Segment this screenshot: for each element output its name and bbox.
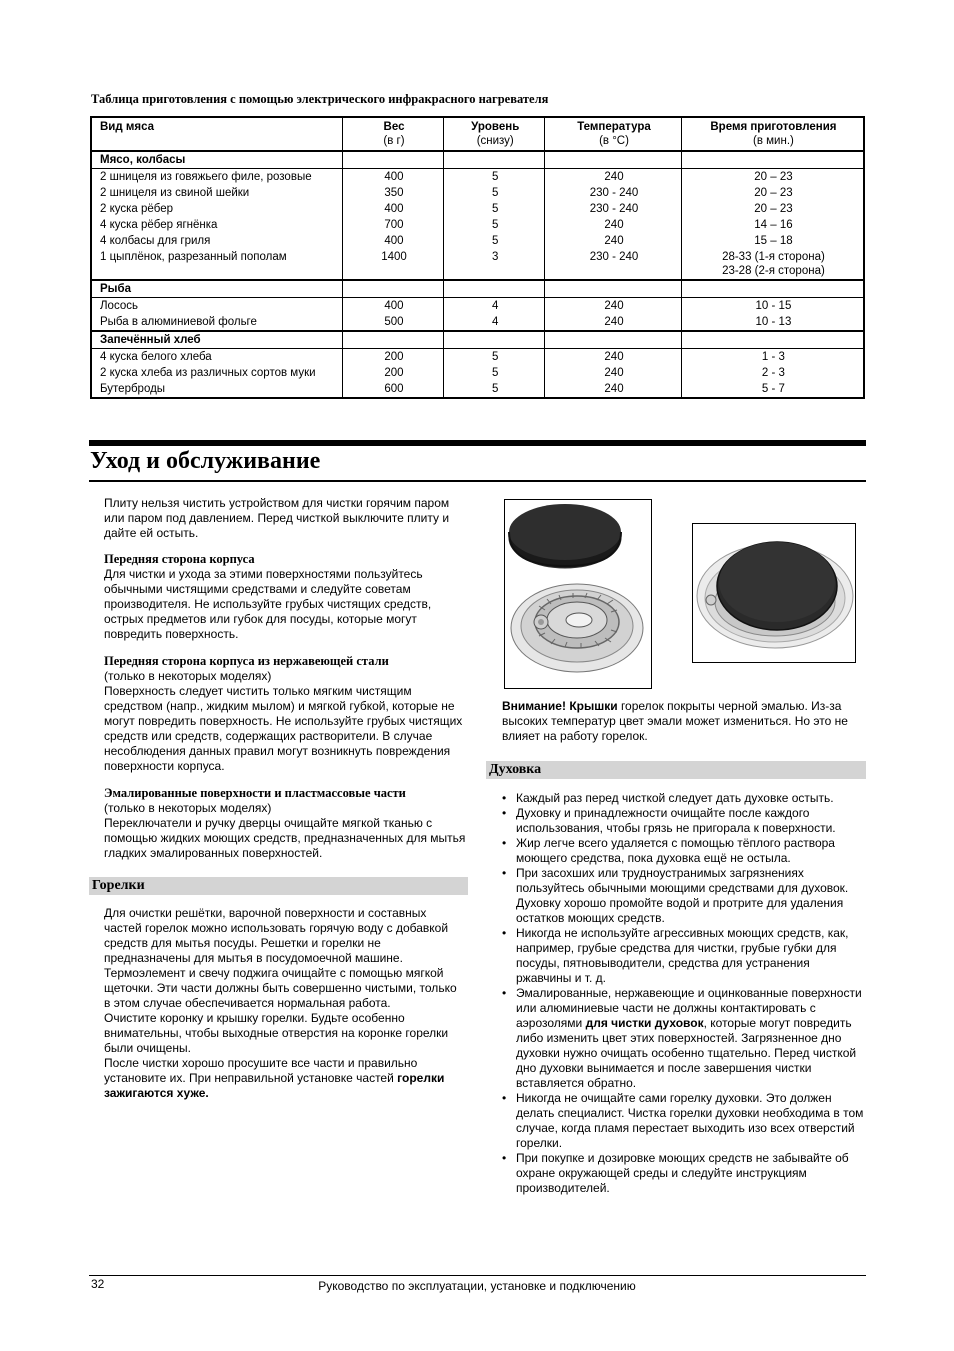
burners-p1: Для очистки решётки, варочной поверхности и составных частей горелок можно использовать горячую воду с добавкой средств для мытья посуды. Решетки и горелки не предназначены для мытья в посудомоечной машине. <box>104 906 449 965</box>
oven-item: • Никогда не очищайте сами горелку духовки. Это должен делать специалист. Чистка горелки духовки необходима в том случае, когда пламя перестает выходить изо всех отверстий горелки. <box>502 1091 864 1151</box>
oven-item <box>502 986 864 1091</box>
empty-cell <box>545 331 682 349</box>
table-header-row <box>91 117 864 151</box>
table-row <box>91 249 864 280</box>
footer-text: Руководство по эксплуатации, установке и подключению <box>318 1279 636 1293</box>
temperature-cell: 240 <box>545 349 682 366</box>
empty-cell <box>681 331 864 349</box>
enamel-note: (только в некоторых моделях) <box>104 801 272 815</box>
table-row <box>91 381 864 398</box>
table-caption: Таблица приготовления с помощью электрического инфракрасного нагревателя <box>91 92 549 106</box>
footer-rule <box>89 1275 866 1276</box>
weight-cell: 700 <box>342 217 444 233</box>
oven-item: • Никогда не используйте агрессивных моющих средств, как, например, грубые средства для чистки, грубые губки для посуды, пятновыводители, средства для устранения ржавчины и т. д. <box>502 926 864 986</box>
level-cell: 5 <box>444 349 545 366</box>
temperature-cell: 230 - 240 <box>545 249 682 280</box>
time-cell: 20 – 23 <box>681 185 864 201</box>
level-cell: 5 <box>444 365 545 381</box>
enamel-title: Эмалированные поверхности и пластмассовые части <box>104 786 406 800</box>
col-header-level: Уровень (снизу) <box>444 117 545 151</box>
item-cell: 2 шницеля из говяжьего филе, розовые <box>91 169 342 186</box>
item-cell: 4 колбасы для гриля <box>91 233 342 249</box>
time-cell: 1 - 3 <box>681 349 864 366</box>
section-name-cell: Запечённый хлеб <box>91 331 342 349</box>
weight-cell: 200 <box>342 349 444 366</box>
level-cell: 5 <box>444 201 545 217</box>
front-title: Передняя сторона корпуса <box>104 552 255 566</box>
item-cell: 4 куска белого хлеба <box>91 349 342 366</box>
time-cell: 2 - 3 <box>681 365 864 381</box>
oven-item: • Каждый раз перед чисткой следует дать духовке остыть. <box>502 791 864 806</box>
level-cell: 5 <box>444 381 545 398</box>
weight-cell: 500 <box>342 314 444 331</box>
weight-cell: 1400 <box>342 249 444 280</box>
empty-cell <box>342 151 444 169</box>
temperature-cell: 240 <box>545 314 682 331</box>
table-row <box>91 201 864 217</box>
table-row <box>91 365 864 381</box>
burner-cap-and-crown-icon <box>504 499 652 689</box>
temperature-cell: 240 <box>545 298 682 315</box>
front-section <box>104 552 466 642</box>
empty-cell <box>681 151 864 169</box>
item-cell: Бутерброды <box>91 381 342 398</box>
oven-item-text-a: Эмалированные, нержавеющие и оцинкованные поверхности или алюминиевые части не должны контактировать с аэрозолями <box>516 986 862 1030</box>
burners-p4-text: После чистки хорошо просушите все части и правильно установите их. При неправильной установке частей <box>104 1056 418 1085</box>
table-section-row <box>91 151 864 169</box>
level-cell: 5 <box>444 169 545 186</box>
weight-cell: 400 <box>342 233 444 249</box>
section-name-cell: Мясо, колбасы <box>91 151 342 169</box>
section-divider <box>89 440 866 446</box>
table-row <box>91 314 864 331</box>
item-cell: 2 шницеля из свиной шейки <box>91 185 342 201</box>
item-cell: 4 куска рёбер ягнёнка <box>91 217 342 233</box>
time-cell: 28-33 (1-я сторона) 23-28 (2-я сторона) <box>681 249 864 280</box>
burner-with-cap-icon <box>692 523 856 663</box>
table-row <box>91 185 864 201</box>
burners-p3: Очистите коронку и крышку горелки. Будьте особенно внимательны, чтобы выходные отверстия на коронке горелки были очищены. <box>104 1011 449 1055</box>
col-header-time: Время приготовления (в мин.) <box>681 117 864 151</box>
item-cell: 2 куска рёбер <box>91 201 342 217</box>
intro-text <box>104 496 466 541</box>
oven-item: • При засохших или трудноустранимых загрязнениях пользуйтесь обычными моющими средствами для духовок. Духовку хорошо промойте водой и протрите для удаления остатков моющих средств. <box>502 866 864 926</box>
level-cell: 4 <box>444 314 545 331</box>
weight-cell: 400 <box>342 169 444 186</box>
heading-underline <box>89 480 866 482</box>
temperature-cell: 240 <box>545 233 682 249</box>
level-cell: 3 <box>444 249 545 280</box>
time-cell: 10 - 13 <box>681 314 864 331</box>
section-name-cell: Рыба <box>91 280 342 298</box>
burners-p4 <box>104 1056 466 1101</box>
table-row <box>91 169 864 186</box>
time-cell: 20 – 23 <box>681 201 864 217</box>
empty-cell <box>545 151 682 169</box>
temperature-cell: 240 <box>545 169 682 186</box>
oven-item: • Жир легче всего удаляется с помощью тёплого раствора моющего средства, пока духовка ещё не остыла. <box>502 836 864 866</box>
empty-cell <box>444 151 545 169</box>
cooking-table <box>90 116 865 399</box>
weight-cell: 400 <box>342 298 444 315</box>
burners-section <box>104 906 466 1101</box>
empty-cell <box>342 331 444 349</box>
weight-cell: 600 <box>342 381 444 398</box>
warning-text: горелок покрыты черной эмалью. Из-за высоких температур цвет эмали может измениться. Но это не влияет на работу горелок. <box>502 699 848 743</box>
page-number: 32 <box>91 1277 105 1291</box>
item-cell: Рыба в алюминиевой фольге <box>91 314 342 331</box>
weight-cell: 350 <box>342 185 444 201</box>
weight-cell: 400 <box>342 201 444 217</box>
front-text: Для чистки и ухода за этими поверхностями пользуйтесь обычными чистящими средствами и следуйте советам производителя. Не используйте грубых чистящих средств, острых предметов или губок для посуды, которые могут повредить поверхность. <box>104 567 432 641</box>
table-row <box>91 233 864 249</box>
steel-note: (только в некоторых моделях) <box>104 669 272 683</box>
weight-cell: 200 <box>342 365 444 381</box>
burners-p2: Термоэлемент и свечу поджига очищайте с помощью мягкой щеточки. Эти части должны быть совершенно чистыми, только в этом случае обеспечивается нормальная работа. <box>104 966 457 1010</box>
warning-paragraph <box>502 699 860 744</box>
burners-p4-bold: горелки зажигаются хуже. <box>104 1071 445 1100</box>
time-cell: 20 – 23 <box>681 169 864 186</box>
time-cell: 14 – 16 <box>681 217 864 233</box>
empty-cell <box>681 280 864 298</box>
temperature-cell: 240 <box>545 217 682 233</box>
intro-paragraph: Плиту нельзя чистить устройством для чистки горячим паром или паром под давлением. Перед чисткой выключите плиту и дайте ей остыть. <box>104 496 450 540</box>
time-cell: 15 – 18 <box>681 233 864 249</box>
enamel-text: Переключатели и ручку дверцы очищайте мягкой тканью с помощью жидких моющих средств, предназначенных для мытья гладких эмалированных поверхностей. <box>104 816 466 860</box>
oven-item-text-b: , которые могут повредить либо изменить цвет этих поверхностей. Загрязненное дно духовки нужно очищать особенно тщательно. Перед чисткой дно духовки вынимается и после завершения чистки вставляется обратно. <box>516 1016 857 1090</box>
level-cell: 5 <box>444 185 545 201</box>
table-row <box>91 349 864 366</box>
steel-section <box>104 654 466 774</box>
item-cell: 2 куска хлеба из различных сортов муки <box>91 365 342 381</box>
oven-item: • Духовку и принадлежности очищайте после каждого использования, чтобы грязь не пригорала к поверхности. <box>502 806 864 836</box>
oven-list <box>502 791 864 1196</box>
empty-cell <box>444 280 545 298</box>
oven-item-bold: для чистки духовок <box>585 1016 704 1030</box>
level-cell: 4 <box>444 298 545 315</box>
temperature-cell: 240 <box>545 381 682 398</box>
steel-title: Передняя сторона корпуса из нержавеющей стали <box>104 654 389 668</box>
warning-note <box>502 699 860 744</box>
time-cell: 10 - 15 <box>681 298 864 315</box>
steel-text: Поверхность следует чистить только мягким чистящим средством (напр., жидким мылом) и мягкой губкой, которые не могут повредить поверхность. Не используйте грубых чистящих средств или средств, содержащих растворители. В случае несоблюдения данных правил могут возникнуть повреждения поверхности корпуса. <box>104 684 463 773</box>
level-cell: 5 <box>444 217 545 233</box>
temperature-cell: 240 <box>545 365 682 381</box>
empty-cell <box>342 280 444 298</box>
empty-cell <box>444 331 545 349</box>
enamel-section <box>104 786 466 861</box>
col-header-temperature: Температура (в °C) <box>545 117 682 151</box>
oven-title: Духовка <box>486 761 866 779</box>
temperature-cell: 230 - 240 <box>545 201 682 217</box>
item-cell: 1 цыплёнок, разрезанный пополам <box>91 249 342 280</box>
page-heading: Уход и обслуживание <box>90 448 321 474</box>
table-section-row <box>91 280 864 298</box>
time-cell: 5 - 7 <box>681 381 864 398</box>
table-body <box>91 151 864 398</box>
table-row <box>91 298 864 315</box>
col-header-weight: Вес (в г) <box>342 117 444 151</box>
temperature-cell: 230 - 240 <box>545 185 682 201</box>
empty-cell <box>545 280 682 298</box>
warning-bold: Внимание! Крышки <box>502 699 618 713</box>
table-section-row <box>91 331 864 349</box>
oven-item: • При покупке и дозировке моющих средств не забывайте об охране окружающей среды и следуйте инструкциям производителей. <box>502 1151 864 1196</box>
item-cell: Лосось <box>91 298 342 315</box>
burners-title: Горелки <box>89 877 468 895</box>
col-header-type: Вид мяса <box>91 117 342 151</box>
level-cell: 5 <box>444 233 545 249</box>
table-row <box>91 217 864 233</box>
oven-section <box>502 791 864 1196</box>
